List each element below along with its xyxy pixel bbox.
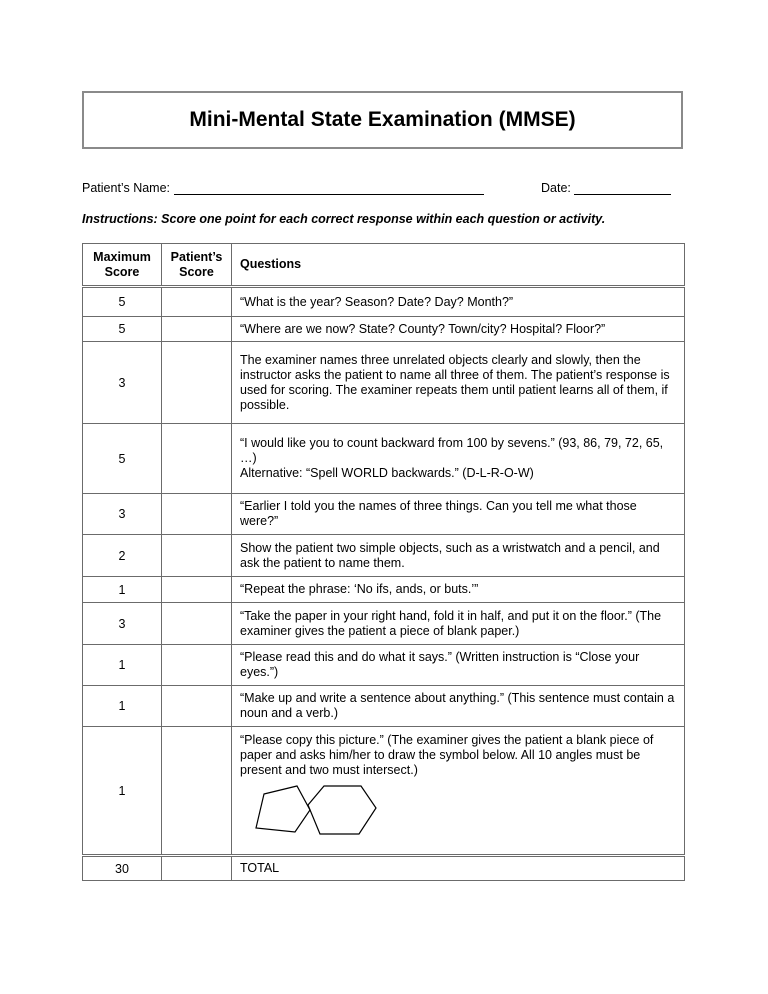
total-max-score: 30 xyxy=(83,856,162,881)
max-score-cell: 3 xyxy=(83,494,162,535)
patient-score-cell[interactable] xyxy=(162,727,232,856)
patient-score-cell[interactable] xyxy=(162,494,232,535)
table-row xyxy=(83,727,685,856)
question-cell xyxy=(232,424,685,494)
patient-score-cell[interactable] xyxy=(162,287,232,317)
table-row xyxy=(83,342,685,424)
date-label: Date: xyxy=(541,181,571,195)
pentagon-right xyxy=(308,786,376,834)
instructions: Instructions: Score one point for each correct response within each question or activity. xyxy=(82,212,606,226)
total-label: TOTAL xyxy=(232,856,685,881)
max-score-cell: 5 xyxy=(83,317,162,342)
question-cell: “What is the year? Season? Date? Day? Month?” xyxy=(232,287,685,317)
table-header-row xyxy=(83,244,685,287)
table-row xyxy=(83,424,685,494)
table-row xyxy=(83,686,685,727)
patient-score-cell[interactable] xyxy=(162,535,232,577)
patient-score-cell[interactable] xyxy=(162,424,232,494)
table-row xyxy=(83,603,685,645)
table-total-row xyxy=(83,856,685,881)
patient-name-field xyxy=(82,180,484,195)
question-cell: “Make up and write a sentence about anything.” (This sentence must contain a noun and a verb.) xyxy=(232,686,685,727)
patient-score-cell[interactable] xyxy=(162,686,232,727)
patient-score-cell[interactable] xyxy=(162,603,232,645)
question-cell: “Where are we now? State? County? Town/city? Hospital? Floor?” xyxy=(232,317,685,342)
intersecting-pentagons-figure xyxy=(240,784,410,838)
question-text: “Please copy this picture.” (The examiner gives the patient a blank piece of paper and asks him/her to draw the symbol below. All 10 angles must be present and two must intersect.) xyxy=(240,733,654,777)
date-line[interactable] xyxy=(574,180,671,195)
patient-score-cell[interactable] xyxy=(162,577,232,603)
question-cell: “Repeat the phrase: ‘No ifs, ands, or buts.’” xyxy=(232,577,685,603)
max-score-cell: 5 xyxy=(83,287,162,317)
patient-name-label: Patient’s Name: xyxy=(82,181,171,195)
table-row xyxy=(83,577,685,603)
table-row xyxy=(83,494,685,535)
max-score-cell: 1 xyxy=(83,686,162,727)
question-cell: The examiner names three unrelated objects clearly and slowly, then the instructor asks the patient to name all three of them. The patient’s response is used for scoring. The examiner repeats them until patient learns all of them, if possible. xyxy=(232,342,685,424)
table-row xyxy=(83,287,685,317)
patient-name-line[interactable] xyxy=(174,180,484,195)
pentagon-left xyxy=(256,786,310,832)
table-row xyxy=(83,645,685,686)
header-questions: Questions xyxy=(232,244,685,287)
question-cell: “Earlier I told you the names of three things. Can you tell me what those were?” xyxy=(232,494,685,535)
table-row xyxy=(83,535,685,577)
header-max-score: Maximum Score xyxy=(83,244,162,287)
date-field xyxy=(541,180,671,195)
max-score-cell: 5 xyxy=(83,424,162,494)
page-title: Mini-Mental State Examination (MMSE) xyxy=(189,108,576,131)
patient-score-cell[interactable] xyxy=(162,342,232,424)
total-patient-score-cell[interactable] xyxy=(162,856,232,881)
max-score-cell: 2 xyxy=(83,535,162,577)
max-score-cell: 1 xyxy=(83,645,162,686)
question-line: “I would like you to count backward from 100 by sevens.” (93, 86, 79, 72, 65, …) xyxy=(240,436,664,465)
score-table xyxy=(82,243,685,881)
max-score-cell: 1 xyxy=(83,577,162,603)
patient-score-cell[interactable] xyxy=(162,645,232,686)
max-score-cell: 1 xyxy=(83,727,162,856)
title-box xyxy=(82,91,683,149)
max-score-cell: 3 xyxy=(83,603,162,645)
max-score-cell: 3 xyxy=(83,342,162,424)
question-cell: “Take the paper in your right hand, fold it in half, and put it on the floor.” (The examiner gives the patient a piece of blank paper.) xyxy=(232,603,685,645)
question-line: Alternative: “Spell WORLD backwards.” (D-L-R-O-W) xyxy=(240,466,534,480)
question-cell xyxy=(232,727,685,856)
question-cell: “Please read this and do what it says.” (Written instruction is “Close your eyes.”) xyxy=(232,645,685,686)
patient-score-cell[interactable] xyxy=(162,317,232,342)
header-patient-score: Patient’s Score xyxy=(162,244,232,287)
table-row xyxy=(83,317,685,342)
question-cell: Show the patient two simple objects, such as a wristwatch and a pencil, and ask the patient to name them. xyxy=(232,535,685,577)
